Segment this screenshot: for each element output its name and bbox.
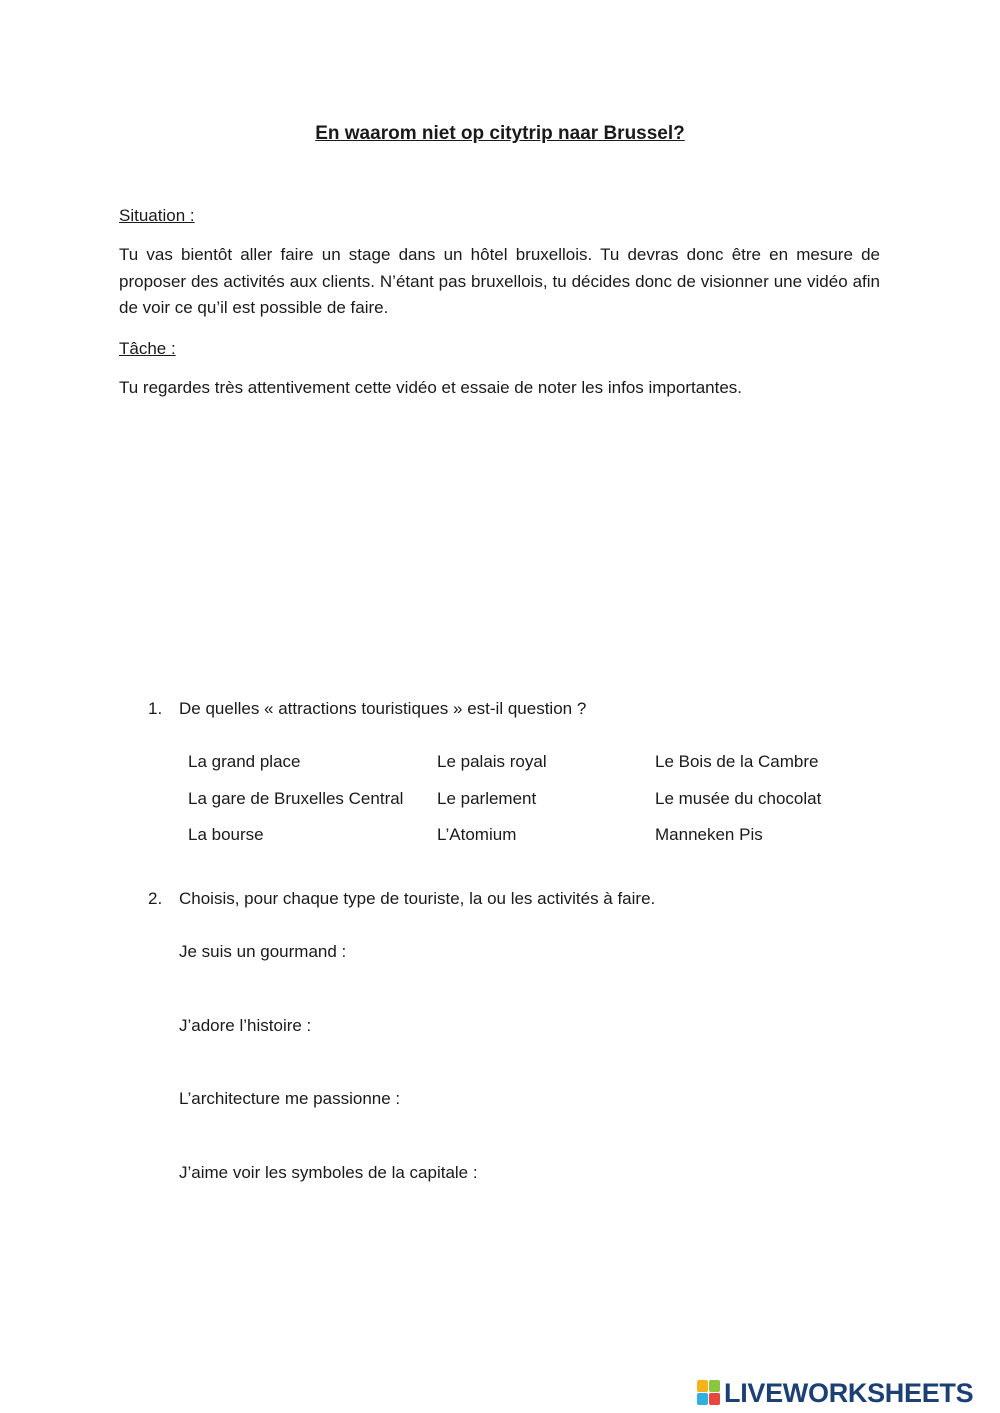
attraction-item[interactable]: L’Atomium (437, 825, 517, 844)
attraction-item[interactable]: Le palais royal (437, 752, 547, 771)
tourist-prompt-symbols: J’aime voir les symboles de la capitale : (179, 1163, 478, 1182)
attraction-item[interactable]: La bourse (188, 825, 264, 844)
liveworksheets-logo-icon (697, 1380, 721, 1406)
question-1-number: 1. (148, 699, 163, 718)
page-title: En waarom niet op citytrip naar Brussel? (315, 123, 685, 144)
attraction-item[interactable]: Le Bois de la Cambre (655, 752, 819, 771)
question-1-text: De quelles « attractions touristiques » est-il question ? (179, 699, 587, 718)
attraction-item[interactable]: La gare de Bruxelles Central (188, 789, 404, 808)
tourist-prompt-history: J’adore l’histoire : (179, 1016, 312, 1035)
question-2 (148, 887, 655, 911)
liveworksheets-logo (697, 1378, 973, 1408)
task-label: Tâche : (119, 339, 176, 358)
liveworksheets-logo-text: LIVEWORKSHEETS (724, 1378, 974, 1408)
attraction-item[interactable]: Manneken Pis (655, 825, 763, 844)
question-2-number: 2. (148, 889, 163, 908)
tourist-prompt-gourmand: Je suis un gourmand : (179, 942, 347, 961)
situation-text: Tu vas bientôt aller faire un stage dans un hôtel bruxellois. Tu devras donc être en mesure de proposer des activités aux clients. N’étant pas bruxellois, tu décides donc de visionner une vidéo afin de voir ce qu’il est possible de faire. (119, 245, 880, 317)
situation-label: Situation : (119, 206, 195, 225)
question-2-text: Choisis, pour chaque type de touriste, la ou les activités à faire. (179, 889, 656, 908)
attraction-item[interactable]: Le musée du chocolat (655, 789, 822, 808)
attraction-item[interactable]: Le parlement (437, 789, 537, 808)
question-1 (148, 697, 586, 721)
tourist-prompt-architecture: L’architecture me passionne : (179, 1089, 401, 1108)
task-text: Tu regardes très attentivement cette vidéo et essaie de noter les infos importantes. (119, 378, 743, 397)
attraction-item[interactable]: La grand place (188, 752, 301, 771)
